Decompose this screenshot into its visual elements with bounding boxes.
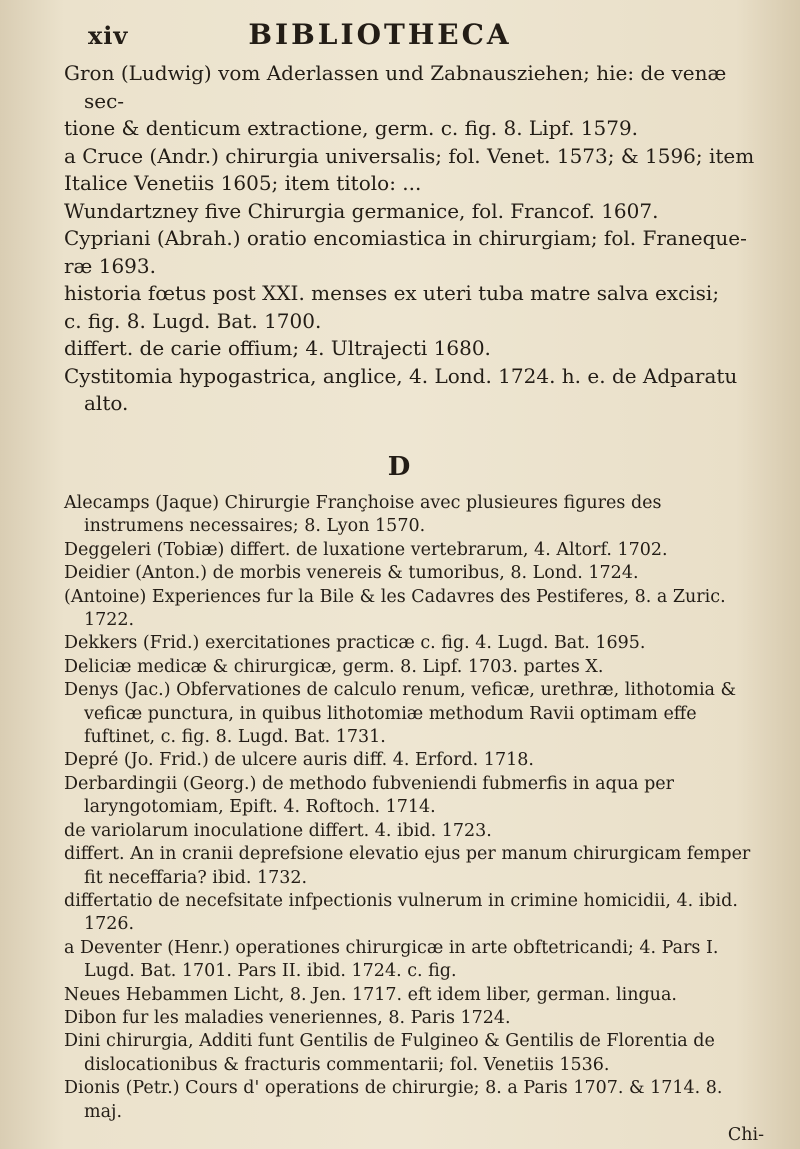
entry-line: Alecamps (Jaque) Chirurgie Françhoise avec plusieures figures des instrumens necessaires; 8. Lyon 1570. xyxy=(64,493,662,537)
entry-line: a Deventer (Henr.) operationes chirurgicæ in arte obftetricandi; 4. Pars I. Lugd. Bat. 1701. Pars II. ibid. 1724. c. fig. xyxy=(64,937,719,982)
page-number: xiv xyxy=(88,21,129,50)
letter-heading: D xyxy=(387,452,413,482)
entry-line: Dibon fur les maladies veneriennes, 8. Paris 1724. xyxy=(64,1007,511,1028)
entry-line: Deggeleri (Tobiæ) differt. de luxatione vertebrarum, 4. Altorf. 1702. xyxy=(64,539,668,560)
entry-line: Denys (Jac.) Obfervationes de calculo renum, veficæ, urethræ, lithotomia & veficæ punctura, in quibus lithotomiæ methodum Ravii optimam effe fuftinet, c. fig. 8. Lugd. Bat. 1731. xyxy=(64,680,737,748)
entry-line: Wundartzney five Chirurgia germanice, fol. Francof. 1607. xyxy=(64,198,659,223)
running-title: BIBLIOTHECA xyxy=(248,18,512,51)
entry-line: Dekkers (Frid.) exercitationes practicæ c. fig. 4. Lugd. Bat. 1695. xyxy=(64,633,646,654)
entry-line: tione & denticum extractione, germ. c. fig. 8. Lipf. 1579. xyxy=(64,116,639,140)
entry-line: Deidier (Anton.) de morbis venereis & tumoribus, 8. Lond. 1724. xyxy=(64,563,639,584)
entry-line: historia fœtus post XXI. menses ex uteri tuba matre salva excisi; xyxy=(64,281,720,305)
entry-line: c. fig. 8. Lugd. Bat. 1700. xyxy=(64,308,322,333)
entry-line: Cystitomia hypogastrica, anglice, 4. Lond. 1724. h. e. de Adparatu alto. xyxy=(64,363,738,415)
entry-line: Neues Hebammen Licht, 8. Jen. 1717. eft idem liber, german. lingua. xyxy=(64,984,677,1005)
entry-line: (Antoine) Experiences fur la Bile & les Cadavres des Pestiferes, 8. a Zuric. 1722. xyxy=(64,586,726,631)
catchword: Chi- xyxy=(727,1124,764,1145)
entry-line: Dini chirurgia, Additi funt Gentilis de Fulgineo & Gentilis de Florentia de dislocationibus & fracturis commentarii; fol. Venetiis 1536. xyxy=(64,1031,715,1075)
entry-line: differt. de carie offium; 4. Ultrajecti 1680. xyxy=(64,336,491,360)
entry-line: Italice Venetiis 1605; item titolo: ... xyxy=(64,171,422,195)
section-d-column xyxy=(64,492,764,1147)
entry-line: Gron (Ludwig) vom Aderlassen und Zabnausziehen; hie: de venæ sec- xyxy=(64,61,727,113)
entry-line: a Cruce (Andr.) chirurgia universalis; fol. Venet. 1573; & 1596; item xyxy=(64,143,755,168)
entry-line: differt. An in cranii deprefsione elevatio ejus per manum chirurgicam femper fit neceffaria? ibid. 1732. xyxy=(64,844,751,888)
entry-line: de variolarum inoculatione differt. 4. ibid. 1723. xyxy=(64,820,492,841)
section-a-column xyxy=(64,60,764,418)
entry-line: Deliciæ medicæ & chirurgicæ, germ. 8. Lipf. 1703. partes X. xyxy=(64,656,604,677)
page-header xyxy=(88,18,740,51)
entry-line: ræ 1693. xyxy=(64,253,156,278)
entry-line: differtatio de necefsitate infpectionis vulnerum in crimine homicidii, 4. ibid. 1726. xyxy=(64,890,738,935)
entry-line: Cypriani (Abrah.) oratio encomiastica in chirurgiam; fol. Franeque- xyxy=(64,226,747,250)
entry-line: Depré (Jo. Frid.) de ulcere auris diff. 4. Erford. 1718. xyxy=(64,750,534,771)
entry-line: Derbardingii (Georg.) de methodo fubveniendi fubmerfis in aqua per laryngotomiam, Epift. 4. Roftoch. 1714. xyxy=(64,773,675,818)
entry-line: Dionis (Petr.) Cours d' operations de chirurgie; 8. a Paris 1707. & 1714. 8. maj. xyxy=(64,1078,723,1122)
